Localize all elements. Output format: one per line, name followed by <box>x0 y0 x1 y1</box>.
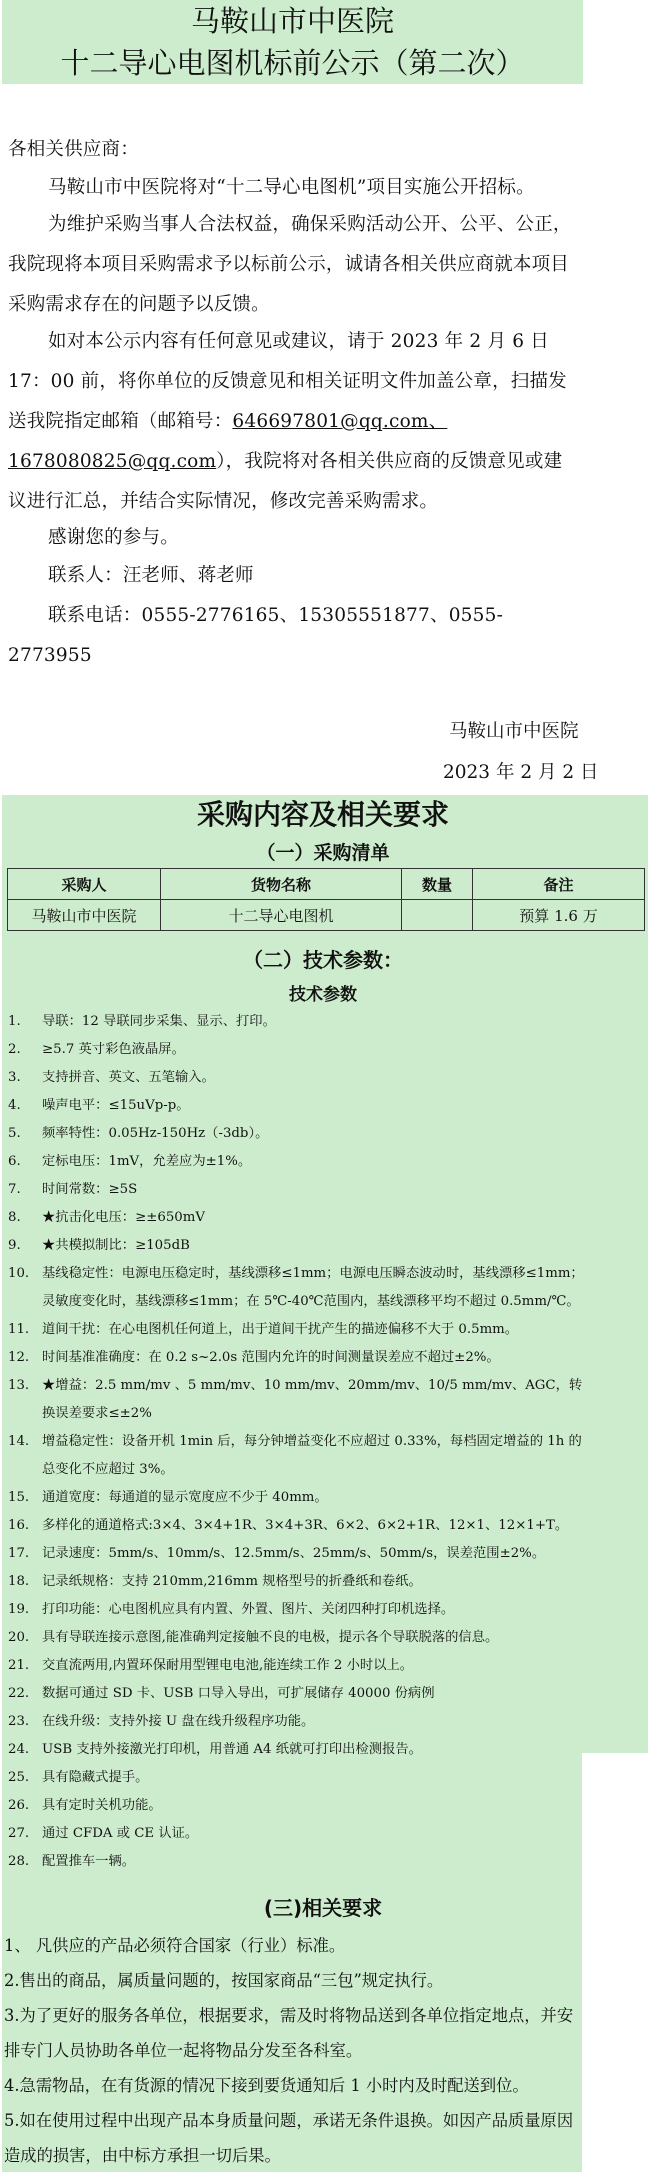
spec-number: 19. <box>8 1602 30 1617</box>
spec-number: 20. <box>8 1630 30 1645</box>
spec-text: 定标电压：1mV，允差应为±1%。 <box>42 1154 252 1169</box>
table-header-row <box>8 869 645 900</box>
requirement-item: 3.为了更好的服务各单位，根据要求，需及时将物品送到各单位指定地点，并安排专门人员协助各单位一起将物品分发至各科室。 <box>4 2006 574 2060</box>
spec-item <box>8 1204 588 1232</box>
spec-text: 数据可通过 SD 卡、USB 口导入导出，可扩展储存 40000 份病例 <box>42 1686 435 1701</box>
spec-text: USB 支持外接激光打印机，用普通 A4 纸就可打印出检测报告。 <box>42 1742 422 1757</box>
cell-quantity <box>402 900 473 931</box>
spec-number: 10. <box>8 1266 30 1281</box>
spec-text: ★共模拟制比：≥105dB <box>42 1238 190 1253</box>
paragraph-purpose: 为维护采购当事人合法权益，确保采购活动公开、公平、公正，我院现将本项目采购需求予以标前公示，诚请各相关供应商就本项目采购需求存在的问题予以反馈。 <box>8 214 572 315</box>
table-row <box>8 900 645 931</box>
spec-number: 6. <box>8 1154 21 1169</box>
spec-number: 3. <box>8 1070 21 1085</box>
spec-number: 18. <box>8 1574 30 1589</box>
spec-item <box>8 1848 588 1876</box>
spec-item <box>8 1652 588 1680</box>
email-link[interactable]: 646697801@qq.com、1678080825@qq.com <box>8 411 448 472</box>
spec-text: 增益稳定性：设备开机 1min 后，每分钟增益变化不应超过 0.33%，每档固定增益的 1h 的总变化不应超过 3%。 <box>42 1434 582 1477</box>
spec-number: 24. <box>8 1742 30 1757</box>
spec-text: 具有隐藏式提手。 <box>42 1770 149 1785</box>
paragraph-feedback <box>8 322 578 522</box>
spec-number: 1. <box>8 1014 21 1029</box>
spec-item <box>8 1008 588 1036</box>
col-header: 备注 <box>473 869 645 900</box>
spec-number: 26. <box>8 1798 30 1813</box>
spec-number: 16. <box>8 1518 30 1533</box>
spec-item <box>8 1484 588 1512</box>
spec-item <box>8 1512 588 1540</box>
requirement-item: 2.售出的商品，属质量问题的，按国家商品“三包”规定执行。 <box>4 1971 444 1990</box>
spec-item <box>8 1568 588 1596</box>
greeting: 各相关供应商： <box>8 139 139 160</box>
spec-text: 道间干扰：在心电图机任何道上，出于道间干扰产生的描迹偏移不大于 0.5mm。 <box>42 1322 519 1337</box>
title-banner <box>2 0 583 84</box>
title-hospital: 马鞍山市中医院 <box>190 4 394 38</box>
tech-heading: （二）技术参数： <box>243 948 403 972</box>
spec-list <box>8 1008 588 1876</box>
spec-text: ≥5.7 英寸彩色液晶屏。 <box>42 1042 185 1057</box>
tech-subheading: 技术参数 <box>289 985 357 1005</box>
spec-item <box>8 1540 588 1568</box>
spec-number: 23. <box>8 1714 30 1729</box>
spec-text: ★增益：2.5 mm/mv 、5 mm/mv、10 mm/mv、20mm/mv、10/5 mm/mv、AGC，转换误差要求≤±2% <box>42 1378 583 1421</box>
spec-text: 记录速度：5mm/s、10mm/s、12.5mm/s、25mm/s、50mm/s，误差范围±2%。 <box>42 1546 546 1561</box>
spec-item <box>8 1624 588 1652</box>
cell-note: 预算 1.6 万 <box>473 900 645 931</box>
spec-number: 7. <box>8 1182 21 1197</box>
spec-number: 14. <box>8 1434 30 1449</box>
spec-item <box>8 1372 588 1428</box>
spec-number: 11. <box>8 1322 30 1337</box>
spec-number: 25. <box>8 1770 30 1785</box>
spec-number: 21. <box>8 1658 30 1673</box>
title-notice: 十二导心电图机标前公示（第二次） <box>60 46 525 80</box>
list-heading: （一）采购清单 <box>256 842 390 864</box>
thanks-line: 感谢您的参与。 <box>48 527 179 548</box>
spec-number: 17. <box>8 1546 30 1561</box>
spec-item <box>8 1708 588 1736</box>
spec-number: 28. <box>8 1854 30 1869</box>
cell-purchaser: 马鞍山市中医院 <box>8 900 161 931</box>
requirements-heading: (三)相关要求 <box>263 1896 383 1920</box>
spec-item <box>8 1764 588 1792</box>
spec-text: 噪声电平：≤15uVp-p。 <box>42 1098 190 1113</box>
spec-text: 基线稳定性：电源电压稳定时，基线漂移≤1mm；电源电压瞬态波动时，基线漂移≤1mm；灵敏度变化时，基线漂移≤1mm；在 5℃-40℃范围内，基线漂移平均不超过 0.5mm/℃。 <box>42 1266 584 1309</box>
spec-item <box>8 1736 588 1764</box>
spec-number: 13. <box>8 1378 30 1393</box>
spec-text: 时间常数：≥5S <box>42 1182 138 1197</box>
requirement-item: 4.急需物品，在有货源的情况下接到要货通知后 1 小时内及时配送到位。 <box>4 2076 529 2095</box>
spec-item <box>8 1036 588 1064</box>
col-header: 采购人 <box>8 869 161 900</box>
spec-item <box>8 1064 588 1092</box>
col-header: 数量 <box>402 869 473 900</box>
spec-number: 5. <box>8 1126 21 1141</box>
paragraph-intro: 马鞍山市中医院将对“十二导心电图机”项目实施公开招标。 <box>48 177 535 198</box>
procurement-heading: 采购内容及相关要求 <box>196 798 449 831</box>
spec-item <box>8 1260 588 1316</box>
signature-org: 马鞍山市中医院 <box>449 721 579 742</box>
spec-text: 配置推车一辆。 <box>42 1854 136 1869</box>
spec-text: 打印功能：心电图机应具有内置、外置、图片、关闭四种打印机选择。 <box>42 1602 455 1617</box>
spec-text: 多样化的通道格式:3×4、3×4+1R、3×4+3R、6×2、6×2+1R、12×1、12×1+T。 <box>42 1518 569 1533</box>
spec-text: 通过 CFDA 或 CE 认证。 <box>42 1826 199 1841</box>
spec-text: 记录纸规格：支持 210mm,216mm 规格型号的折叠纸和卷纸。 <box>42 1574 422 1589</box>
spec-item <box>8 1120 588 1148</box>
spec-text: 具有导联连接示意图,能准确判定接触不良的电极，提示各个导联脱落的信息。 <box>42 1630 499 1645</box>
spec-item <box>8 1344 588 1372</box>
spec-item <box>8 1820 588 1848</box>
spec-text: ★抗击化电压：≥±650mV <box>42 1210 205 1225</box>
spec-number: 8. <box>8 1210 21 1225</box>
spec-text: 通道宽度：每通道的显示宽度应不少于 40mm。 <box>42 1490 328 1505</box>
col-header: 货物名称 <box>161 869 402 900</box>
spec-number: 2. <box>8 1042 21 1057</box>
feedback-text-end: ），我院将对各相关供应商的反馈意见或建议进行汇总，并结合实际情况，修改完善采购需求。 <box>8 451 563 512</box>
contact-person: 联系人：汪老师、蒋老师 <box>48 565 254 586</box>
procurement-table <box>7 868 645 931</box>
spec-item <box>8 1316 588 1344</box>
spec-item <box>8 1428 588 1484</box>
spec-number: 15. <box>8 1490 30 1505</box>
spec-text: 支持拼音、英文、五笔输入。 <box>42 1070 215 1085</box>
spec-number: 27. <box>8 1826 30 1841</box>
spec-text: 交直流两用,内置环保耐用型锂电电池,能连续工作 2 小时以上。 <box>42 1658 414 1673</box>
spec-item <box>8 1680 588 1708</box>
spec-item <box>8 1148 588 1176</box>
spec-item <box>8 1232 588 1260</box>
spec-number: 9. <box>8 1238 21 1253</box>
spec-text: 具有定时关机功能。 <box>42 1798 162 1813</box>
spec-item <box>8 1092 588 1120</box>
spec-number: 4. <box>8 1098 21 1113</box>
spec-text: 在线升级：支持外接 U 盘在线升级程序功能。 <box>42 1714 315 1729</box>
requirement-item: 5.如在使用过程中出现产品本身质量问题，承诺无条件退换。如因产品质量原因造成的损害，由中标方承担一切后果。 <box>4 2111 574 2165</box>
spec-text: 时间基准准确度：在 0.2 s~2.0s 范围内允许的时间测量误差应不超过±2%。 <box>42 1350 500 1365</box>
spec-item <box>8 1176 588 1204</box>
cell-goods: 十二导心电图机 <box>161 900 402 931</box>
spec-item <box>8 1596 588 1624</box>
requirements-list <box>4 1928 578 2173</box>
contact-phone: 联系电话：0555-2776165、15305551877、0555-2773955 <box>8 605 504 666</box>
spec-number: 22. <box>8 1686 30 1701</box>
spec-text: 导联：12 导联同步采集、显示、打印。 <box>42 1014 276 1029</box>
signature-date: 2023 年 2 月 2 日 <box>443 762 599 783</box>
spec-item <box>8 1792 588 1820</box>
spec-text: 频率特性：0.05Hz-150Hz（-3db）。 <box>42 1126 269 1141</box>
feedback-text: 如对本公示内容有任何意见或建议，请于 2023 年 2 月 6 日 17：00 前，将你单位的反馈意见和相关证明文件加盖公章，扫描发送我院指定邮箱（邮箱号： <box>8 331 567 432</box>
requirement-item: 1、 凡供应的产品必须符合国家（行业）标准。 <box>4 1936 346 1955</box>
spec-number: 12. <box>8 1350 30 1365</box>
